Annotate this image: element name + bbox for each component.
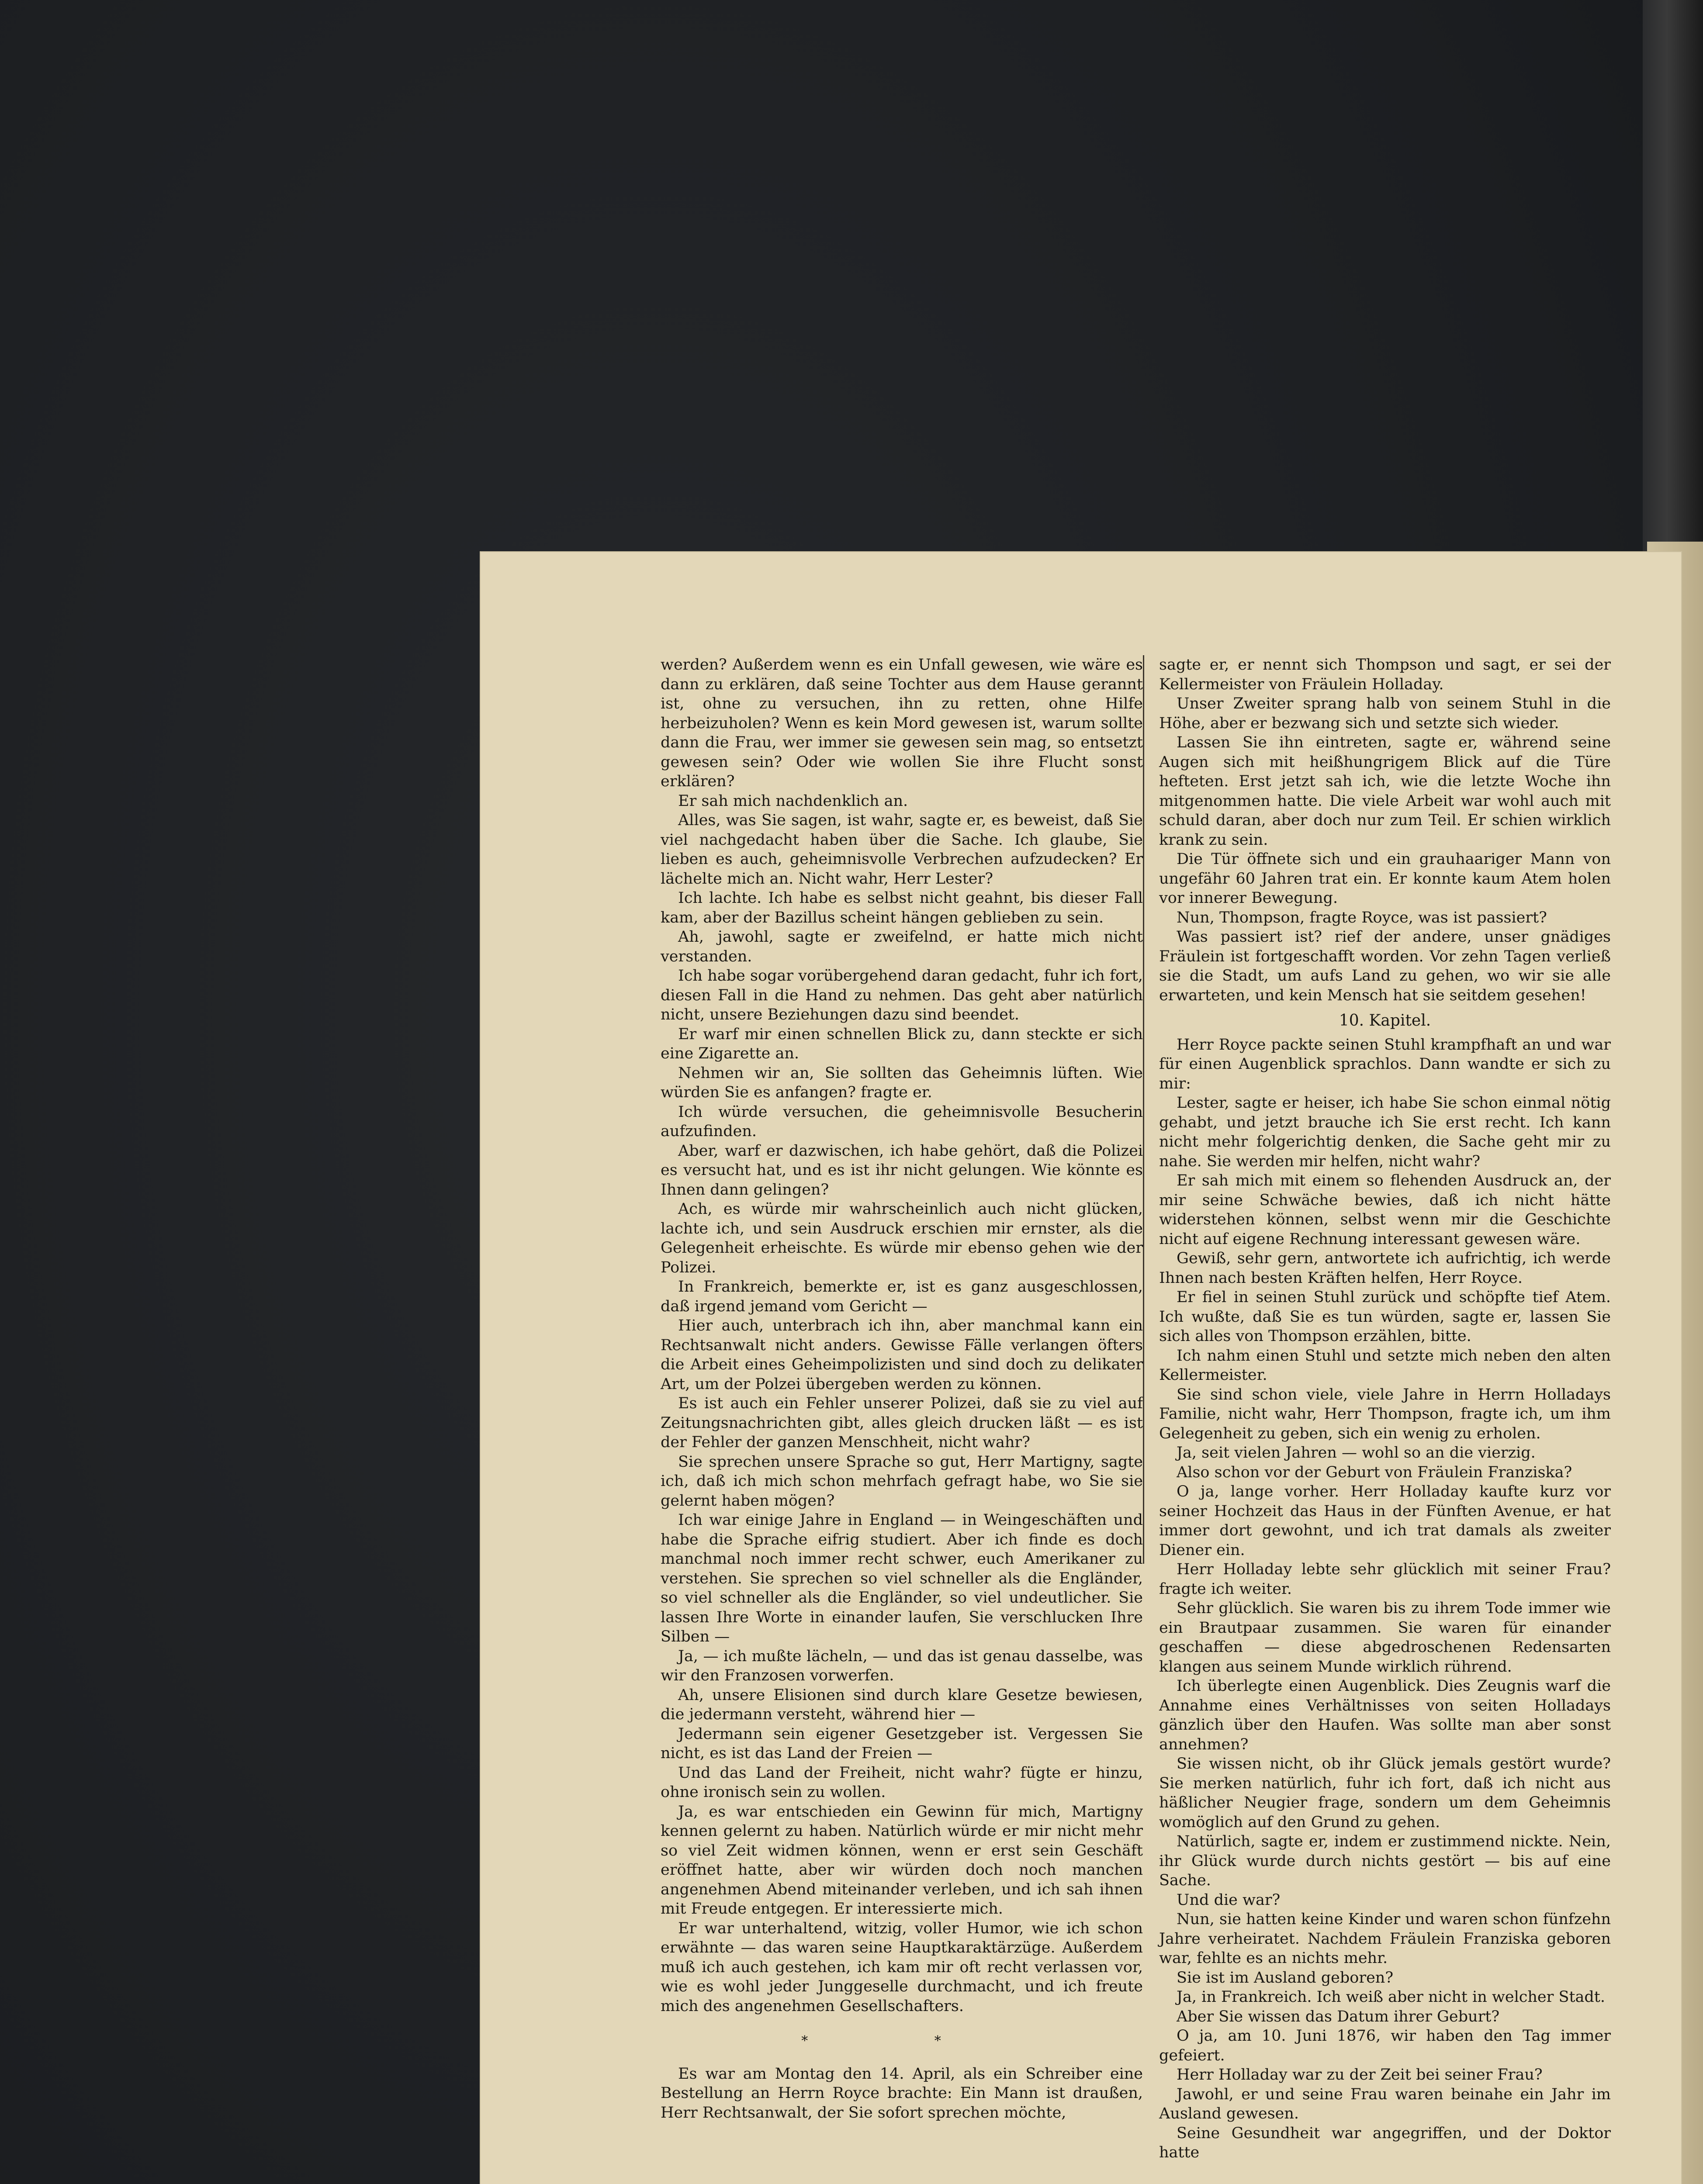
paragraph: Nehmen wir an, Sie sollten das Geheimnis lüften. Wie würden Sie es anfangen? fragte er. bbox=[661, 1064, 1143, 1101]
paragraph: O ja, am 10. Juni 1876, wir haben den Tag immer gefeiert. bbox=[1159, 2027, 1611, 2064]
paragraph: Die Tür öffnete sich und ein grauhaariger Mann von ungefähr 60 Jahren trat ein. Er konnte kaum Atem holen vor innerer Bewegung. bbox=[1159, 850, 1611, 907]
paragraph: Gewiß, sehr gern, antwortete ich aufrichtig, ich werde Ihnen nach besten Kräften helfen, Herr Royce. bbox=[1159, 1250, 1611, 1287]
paragraph: Und das Land der Freiheit, nicht wahr? fügte er hinzu, ohne ironisch sein zu wollen. bbox=[661, 1764, 1143, 1801]
paragraph: Sie sind schon viele, viele Jahre in Herrn Holladays Familie, nicht wahr, Herr Thompson, fragte ich, um ihm Gelegenheit zu geben, sich ein wenig zu erholen. bbox=[1159, 1386, 1611, 1442]
newspaper-page bbox=[480, 551, 1682, 2184]
paragraph: Er fiel in seinen Stuhl zurück und schöpfte tief Atem. Ich wußte, daß Sie es tun würden, sagte er, lassen Sie sich alles von Thompson erzählen, bitte. bbox=[1159, 1289, 1611, 1345]
paragraph: Herr Holladay war zu der Zeit bei seiner Frau? bbox=[1177, 2066, 1543, 2084]
paragraph: O ja, lange vorher. Herr Holladay kaufte kurz vor seiner Hochzeit das Haus in der Fünften Avenue, er hat immer dort gewohnt, und ich trat damals als zweiter Diener ein. bbox=[1159, 1483, 1611, 1559]
paragraph: Nun, sie hatten keine Kinder und waren schon fünfzehn Jahre verheiratet. Nachdem Fräulein Franziska geboren war, fehlte es an nichts mehr. bbox=[1159, 1911, 1611, 1967]
paragraph: Er sah mich mit einem so flehenden Ausdruck an, der mir seine Schwäche bewies, daß ich nicht hätte widerstehen können, selbst wenn mir die Geschichte nicht auf eigene Rechnung interessant gewesen wäre. bbox=[1159, 1172, 1611, 1248]
paragraph: Hier auch, unterbrach ich ihn, aber manchmal kann ein Rechtsanwalt nicht anders. Gewisse Fälle verlangen öfters die Arbeit eines Geheimpolizisten und sind doch zu delikater Art, um der Polzei übergeben werden zu können. bbox=[661, 1317, 1143, 1393]
paragraph: Herr Holladay lebte sehr glücklich mit seiner Frau? fragte ich weiter. bbox=[1159, 1561, 1611, 1598]
paragraph: Jawohl, er und seine Frau waren beinahe ein Jahr im Ausland gewesen. bbox=[1159, 2085, 1611, 2122]
paragraph: Er war unterhaltend, witzig, voller Humor, wie ich schon erwähnte — das waren seine Hauptkaraktärzüge. Außerdem muß ich auch gestehen, ich kam mir oft recht verlassen vor, wie es wohl jeder Junggeselle durchmacht, und ich freute mich des angenehmen Gesellschafters. bbox=[661, 1919, 1143, 2015]
paragraph: Herr Royce packte seinen Stuhl krampfhaft an und war für einen Augenblick sprachlos. Dann wandte er sich zu mir: bbox=[1159, 1036, 1611, 1092]
paragraph: Ich würde versuchen, die geheimnisvolle Besucherin aufzufinden. bbox=[661, 1103, 1143, 1140]
paragraph: Sie sprechen unsere Sprache so gut, Herr Martigny, sagte ich, daß ich mich schon mehrfach gefragt habe, wo Sie sie gelernt haben mögen? bbox=[661, 1453, 1143, 1510]
paragraph: Alles, was Sie sagen, ist wahr, sagte er, es beweist, daß Sie viel nachgedacht haben über die Sache. Ich glaube, Sie lieben es auch, geheimnisvolle Verbrechen aufzudecken? Er lächelte mich an. Nicht wahr, Herr Lester? bbox=[661, 812, 1143, 888]
paragraph: Ja, seit vielen Jahren — wohl so an die vierzig. bbox=[1177, 1444, 1536, 1462]
paragraph: Lassen Sie ihn eintreten, sagte er, während seine Augen sich mit heißhungrigem Blick auf die Türe hefteten. Erst jetzt sah ich, wie die letzte Woche ihn mitgenommen hatte. Die viele Arbeit war wohl auch mit schuld daran, aber doch nur zum Teil. Er schien wirklich krank zu sein. bbox=[1159, 734, 1611, 849]
paragraph: In Frankreich, bemerkte er, ist es ganz ausgeschlossen, daß irgend jemand vom Gericht — bbox=[661, 1278, 1143, 1315]
paragraph: Ich nahm einen Stuhl und setzte mich neben den alten Kellermeister. bbox=[1159, 1347, 1611, 1384]
paragraph: Was passiert ist? rief der andere, unser gnädiges Fräulein ist fortgeschafft worden. Vor zehn Tagen verließ sie die Stadt, um aufs Land zu gehen, wo wir sie alle erwarteten, und kein Mensch hat sie seitdem gesehen! bbox=[1159, 928, 1611, 1004]
left-paragraphs-before-break bbox=[661, 655, 1143, 2016]
paragraph: Und die war? bbox=[1177, 1891, 1281, 1909]
paragraph: Nun, Thompson, fragte Royce, was ist passiert? bbox=[1177, 909, 1547, 926]
paragraph: sagte er, er nennt sich Thompson und sagt, er sei der Kellermeister von Fräulein Holladay. bbox=[1159, 656, 1611, 693]
paragraph: Er warf mir einen schnellen Blick zu, dann steckte er sich eine Zigarette an. bbox=[661, 1025, 1143, 1062]
paragraph: Sehr glücklich. Sie waren bis zu ihrem Tode immer wie ein Brautpaar zusammen. Sie waren für einander geschaffen — diese abgedroschenen Redensarten klangen aus seinem Munde wirklich rührend. bbox=[1159, 1600, 1611, 1676]
paragraph: Ich habe sogar vorübergehend daran gedacht, fuhr ich fort, diesen Fall in die Hand zu nehmen. Das geht aber natürlich nicht, unsere Beziehungen dazu sind beendet. bbox=[661, 967, 1143, 1023]
paragraph: Ja, — ich mußte lächeln, — und das ist genau dasselbe, was wir den Franzosen vorwerfen. bbox=[661, 1647, 1143, 1684]
paragraph: Ich war einige Jahre in England — in Weingeschäften und habe die Sprache eifrig studiert. Aber ich finde es doch manchmal noch immer recht schwer, euch Amerikaner zu verstehen. Sie sprechen so viel schneller als die Engländer, so viel schneller als die Engländer, so viel undeutlicher. Sie lassen Ihre Worte in einander laufen, Sie verschlucken Ihre Silben — bbox=[661, 1511, 1143, 1645]
paragraph: Ah, jawohl, sagte er zweifelnd, er hatte mich nicht verstanden. bbox=[661, 928, 1143, 965]
paragraph: Ich überlegte einen Augenblick. Dies Zeugnis warf die Annahme eines Verhältnisses von seiten Holladays gänzlich über den Haufen. Was sollte man aber sonst annehmen? bbox=[1159, 1677, 1611, 1753]
paragraph: Ja, es war entschieden ein Gewinn für mich, Martigny kennen gelernt zu haben. Natürlich würde er mir nicht mehr so viel Zeit widmen können, wenn er erst sein Geschäft eröffnet hatte, aber wir würden doch noch manchen angenehmen Abend miteinander verleben, und ich sah ihnen mit Freude entgegen. Er interessierte mich. bbox=[661, 1803, 1143, 1918]
paragraph: Er sah mich nachdenklich an. bbox=[678, 792, 908, 810]
paragraph: Es ist auch ein Fehler unserer Polizei, daß sie zu viel auf Zeitungsnachrichten gibt, alles gleich drucken läßt — es ist der Fehler der ganzen Menschheit, nicht wahr? bbox=[661, 1395, 1143, 1451]
paragraph: Ich lachte. Ich habe es selbst nicht geahnt, bis dieser Fall kam, aber der Bazillus scheint hängen geblieben zu sein. bbox=[661, 889, 1143, 926]
paragraph: Lester, sagte er heiser, ich habe Sie schon einmal nötig gehabt, und jetzt brauche ich Sie erst recht. Ich kann nicht mehr folgerichtig denken, die Sache geht mir zu nahe. Sie werden mir helfen, nicht wahr? bbox=[1159, 1094, 1611, 1170]
paragraph: Aber, warf er dazwischen, ich habe gehört, daß die Polizei es versucht hat, und es ist ihr nicht gelungen. Wie könnte es Ihnen dann gelingen? bbox=[661, 1142, 1143, 1199]
paragraph: Ach, es würde mir wahrscheinlich auch nicht glücken, lachte ich, und sein Ausdruck erschien mir ernster, als die Gelegenheit erheischte. Es würde mir ebenso gehen wie der Polizei. bbox=[661, 1200, 1143, 1276]
paragraph: Unser Zweiter sprang halb von seinem Stuhl in die Höhe, aber er bezwang sich und setzte sich wieder. bbox=[1159, 695, 1611, 732]
right-paragraphs-after-heading bbox=[1159, 1035, 1611, 2163]
right-text-column bbox=[1143, 655, 1611, 2161]
paragraph: Sie wissen nicht, ob ihr Glück jemals gestört wurde? Sie merken natürlich, fuhr ich fort, daß ich nicht aus häßlicher Neugier frage, sondern um dem Geheimnis womöglich auf den Grund zu gehen. bbox=[1159, 1755, 1611, 1831]
left-text-column bbox=[661, 655, 1143, 2183]
section-break-mark: * * bbox=[801, 2033, 1002, 2049]
paragraph: Natürlich, sagte er, indem er zustimmend nickte. Nein, ihr Glück wurde durch nichts gestört — bis auf eine Sache. bbox=[1159, 1833, 1611, 1889]
paragraph: Sie ist im Ausland geboren? bbox=[1177, 1969, 1394, 1987]
chapter-heading: 10. Kapitel. bbox=[1339, 1012, 1431, 1030]
paragraph: Ja, in Frankreich. Ich weiß aber nicht in welcher Stadt. bbox=[1177, 1988, 1605, 2006]
paragraph: Seine Gesundheit war angegriffen, und der Doktor hatte bbox=[1159, 2124, 1611, 2161]
paragraph: Jedermann sein eigener Gesetzgeber ist. Vergessen Sie nicht, es ist das Land der Freien — bbox=[661, 1725, 1143, 1762]
paragraph: werden? Außerdem wenn es ein Unfall gewesen, wie wäre es dann zu erklären, daß seine Tochter aus dem Hause gerannt ist, ohne zu versuchen, ihn zu retten, ohne Hilfe herbeizuholen? Wenn es kein Mord gewesen ist, warum sollte dann die Frau, wer immer sie gewesen sein mag, so entsetzt gewesen sein? Oder wie wollen Sie ihre Flucht sonst erklären? bbox=[661, 656, 1143, 790]
paragraph: Es war am Montag den 14. April, als ein Schreiber eine Bestellung an Herrn Royce brachte: Ein Mann ist draußen, Herr Rechtsanwalt, der Sie sofort sprechen möchte, bbox=[661, 2065, 1143, 2122]
paragraph: Aber Sie wissen das Datum ihrer Geburt? bbox=[1177, 2008, 1500, 2025]
paragraph: Also schon vor der Geburt von Fräulein Franziska? bbox=[1177, 1463, 1572, 1481]
right-paragraphs-before-heading bbox=[1159, 655, 1611, 1005]
left-paragraphs-after-break bbox=[661, 2064, 1143, 2123]
paragraph: Ah, unsere Elisionen sind durch klare Gesetze bewiesen, die jedermann versteht, während hier — bbox=[661, 1686, 1143, 1723]
